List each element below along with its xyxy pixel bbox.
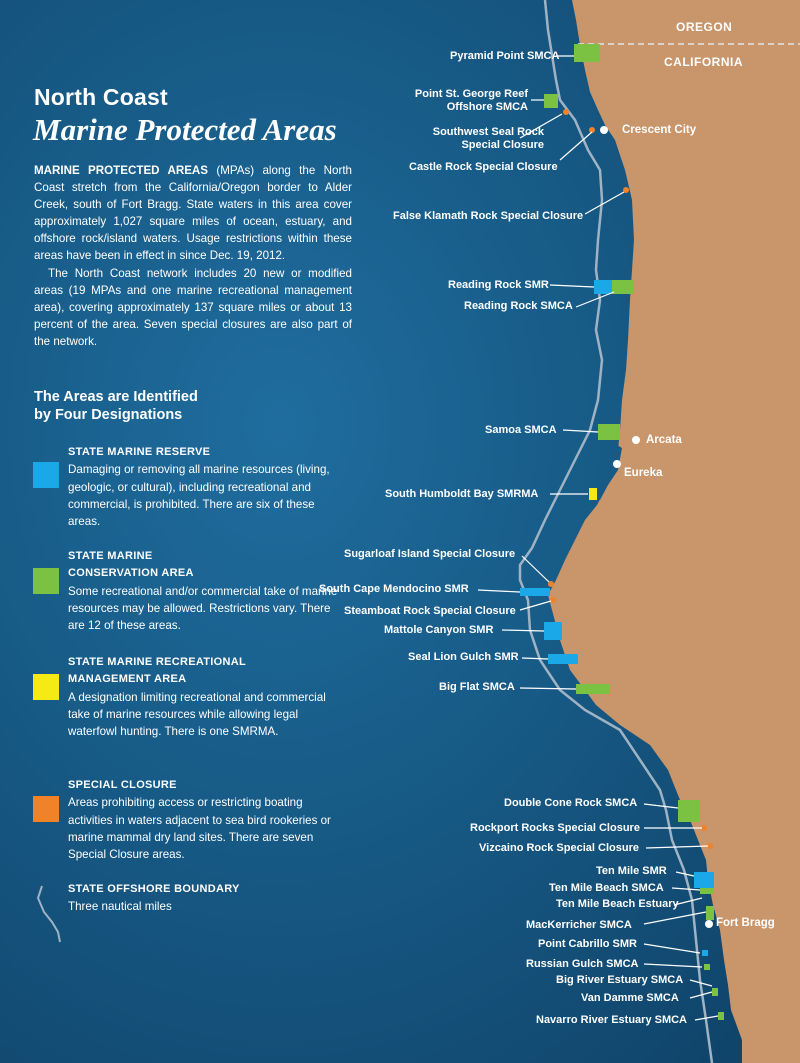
label-samoa-smca: Samoa SMCA: [485, 424, 557, 436]
label-vizcaino: Vizcaino Rock Special Closure: [479, 842, 639, 854]
label-big-flat: Big Flat SMCA: [439, 681, 515, 693]
pyramid-point-smca-patch: [574, 44, 600, 62]
ten-mile-beach-smca-patch: [700, 888, 714, 894]
south-humboldt-smrma-patch: [589, 488, 597, 500]
state-label-oregon: OREGON: [676, 20, 733, 34]
conservation-swatch: [33, 568, 59, 594]
intro-paragraph-1: [34, 162, 352, 265]
intro-p1-rest: (MPAs) along the North Coast stretch from the California/Oregon border to Alder Creek, south of Fort Bragg. State waters in this area cover approximately 1,027 square miles of ocean, estuary, and offshore rock/island waters. Usage restrictions within these areas have been in effect in since Dec. 19, 2012.: [34, 164, 352, 263]
reading-rock-smca-patch: [612, 280, 634, 294]
label-pyramid-point-smca: Pyramid Point SMCA: [450, 50, 560, 62]
city-fort-bragg: Fort Bragg: [716, 917, 775, 929]
label-point-st-george: Point St. George Reef: [414, 88, 528, 100]
legend-boundary-sample: [38, 886, 60, 942]
mackerricher-smca-patch: [706, 906, 714, 920]
label-south-humboldt: South Humboldt Bay SMRMA: [385, 488, 539, 500]
label-ten-mile-beach-smca: Ten Mile Beach SMCA: [549, 882, 664, 894]
label-mattole-canyon: Mattole Canyon SMR: [384, 624, 494, 636]
city-arcata: Arcata: [646, 434, 682, 446]
label-reading-rock-smr: Reading Rock SMR: [448, 279, 549, 291]
designations-heading-line2: by Four Designations: [34, 407, 183, 423]
label-ten-mile-smr: Ten Mile SMR: [596, 865, 667, 877]
legend-recreational-title1: STATE MARINE RECREATIONAL: [68, 656, 246, 668]
intro-text: [34, 162, 352, 350]
designations-heading-line1: The Areas are Identified: [34, 389, 198, 405]
label-russian-gulch: Russian Gulch SMCA: [526, 958, 639, 970]
recreational-swatch: [33, 674, 59, 700]
point-cabrillo-smr-patch: [702, 950, 708, 956]
samoa-smca-patch: [598, 424, 620, 440]
page-title-line1: North Coast: [34, 84, 168, 110]
legend-recreational-title2: MANAGEMENT AREA: [68, 673, 187, 686]
legend-boundary-text: Three nautical miles: [68, 900, 172, 914]
legend-recreational-text: A designation limiting recreational and commercial take of marine resources while allowing legal waterfowl hunting. There is one SMRMA.: [68, 690, 326, 739]
legend-conservation-title1: STATE MARINE: [68, 550, 153, 562]
ten-mile-smr-patch: [694, 872, 714, 888]
legend-reserve-title: STATE MARINE RESERVE: [68, 446, 211, 458]
legend-reserve-text: Damaging or removing all marine resources (living, geologic, or cultural), including recreational and commercial, is prohibited. There are six of these areas.: [68, 463, 330, 529]
page-title-line2: Marine Protected Areas: [33, 112, 337, 147]
reading-rock-smr-patch: [594, 280, 612, 294]
mattole-canyon-smr-patch: [544, 622, 562, 640]
city-eureka: Eureka: [624, 467, 663, 479]
label-castle-rock: Castle Rock Special Closure: [409, 161, 558, 173]
reserve-swatch: [33, 462, 59, 488]
legend-boundary: [68, 881, 338, 916]
city-crescent-city: Crescent City: [622, 124, 697, 136]
label-big-river: Big River Estuary SMCA: [556, 974, 684, 986]
legend-closure-text: Areas prohibiting access or restricting boating activities in waters adjacent to sea bird rookeries or marine mammal dry land sites. There are seven Special Closure areas.: [68, 796, 331, 862]
label-steamboat-rock: Steamboat Rock Special Closure: [344, 605, 516, 617]
navarro-smca-patch: [718, 1012, 724, 1020]
state-label-california: CALIFORNIA: [664, 55, 743, 69]
legend-closure-title: SPECIAL CLOSURE: [68, 779, 177, 791]
double-cone-rock-smca-patch: [678, 800, 700, 822]
designations-heading: [34, 388, 254, 424]
legend-conservation-title2: CONSERVATION AREA: [68, 567, 194, 580]
legend-conservation-text: Some recreational and/or commercial take of marine resources may be allowed. Restrictions vary. There are 12 of these areas.: [68, 584, 338, 633]
legend-boundary-title: STATE OFFSHORE BOUNDARY: [68, 883, 240, 895]
intro-paragraph-2: The North Coast network includes 20 new or modified areas (19 MPAs and one marine recreational management area), covering approximately 137 square miles or about 13 percent of the area. Seven special closures are also part of the network.: [34, 266, 352, 348]
label-ten-mile-beach-estuary: Ten Mile Beach Estuary: [556, 898, 679, 910]
point-st-george-smca-patch: [544, 94, 558, 108]
legend-closure: [68, 777, 338, 863]
sea-lion-gulch-smr-patch: [548, 654, 578, 664]
closure-swatch: [33, 796, 59, 822]
legend-recreational: [68, 654, 338, 740]
label-false-klamath: False Klamath Rock Special Closure: [393, 210, 584, 222]
label-double-cone: Double Cone Rock SMCA: [504, 797, 638, 809]
label-rockport: Rockport Rocks Special Closure: [470, 822, 640, 834]
label-offshore-smca: Offshore SMCA: [446, 101, 528, 113]
intro-lead: MARINE PROTECTED AREAS: [34, 164, 209, 177]
russian-gulch-smca-patch: [704, 964, 710, 970]
big-flat-smca-patch: [576, 684, 610, 694]
legend-reserve: [68, 444, 338, 530]
van-damme-smca-patch: [712, 988, 718, 996]
label-southwest-special-closure: Special Closure: [461, 139, 544, 151]
label-navarro: Navarro River Estuary SMCA: [536, 1014, 688, 1026]
south-cape-mendocino-smr-patch: [520, 588, 550, 596]
label-sugarloaf: Sugarloaf Island Special Closure: [344, 548, 516, 560]
label-point-cabrillo: Point Cabrillo SMR: [538, 938, 637, 950]
label-sea-lion-gulch: Seal Lion Gulch SMR: [408, 651, 519, 663]
legend-conservation: [68, 548, 338, 634]
label-mackerricher: MacKerricher SMCA: [526, 919, 632, 931]
label-southwest-seal-rock: Southwest Seal Rock: [432, 126, 544, 138]
label-van-damme: Van Damme SMCA: [581, 992, 679, 1004]
label-south-cape-mendocino: South Cape Mendocino SMR: [319, 583, 469, 595]
label-reading-rock-smca: Reading Rock SMCA: [464, 300, 573, 312]
